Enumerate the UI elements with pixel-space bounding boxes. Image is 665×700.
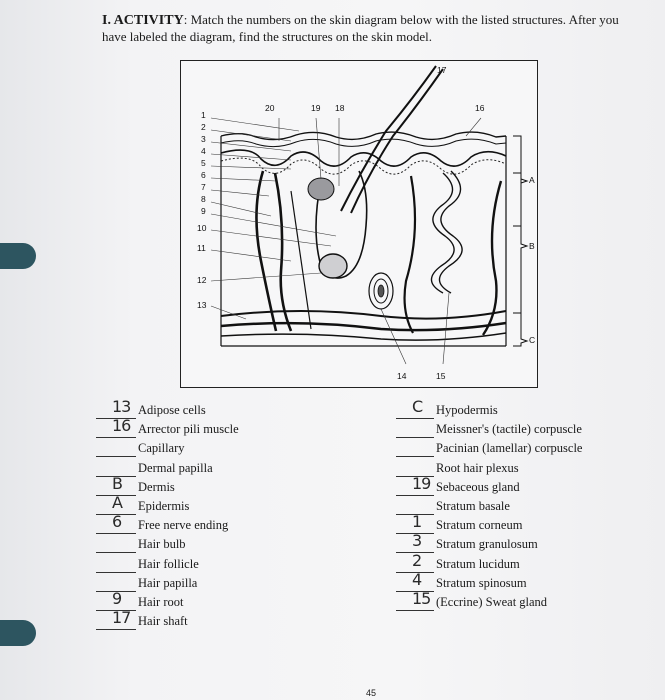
structure-label: Epidermis (138, 499, 190, 513)
diagram-number-20: 20 (265, 103, 275, 113)
bracket-label-a: A (529, 175, 535, 185)
structure-row (96, 556, 336, 574)
diagram-number-16: 16 (475, 103, 485, 113)
diagram-number-11: 11 (197, 243, 206, 253)
structure-row (396, 550, 636, 574)
diagram-number-9: 9 (201, 206, 206, 216)
handwritten-answer: 9 (112, 589, 122, 608)
answer-blank[interactable] (396, 421, 434, 438)
handwritten-answer: C (412, 397, 423, 416)
answer-blank[interactable] (96, 416, 136, 438)
handwritten-answer: 2 (412, 550, 422, 570)
diagram-number-7: 7 (201, 182, 206, 192)
handwritten-answer: B (112, 473, 122, 493)
instruction-line-2: have labeled the diagram, find the structures on the skin model. (102, 29, 432, 44)
structure-label: Free nerve ending (138, 518, 229, 533)
structure-label: (Eccrine) Sweat gland (436, 595, 548, 609)
structure-label: Sebaceous gland (436, 479, 520, 494)
structure-label: Adipose cells (138, 403, 206, 417)
answer-blank[interactable] (396, 589, 434, 611)
structure-row (96, 575, 336, 593)
structure-row (396, 531, 636, 554)
structure-label: Dermal papilla (138, 460, 213, 475)
handwritten-answer: 3 (412, 531, 422, 551)
binder-ring-top (0, 243, 36, 269)
structure-row (396, 589, 636, 612)
handwritten-answer: A (112, 493, 122, 512)
structure-row (396, 421, 636, 439)
structure-row (396, 512, 636, 535)
page-number: 45 (366, 688, 377, 698)
structure-row (96, 536, 336, 554)
diagram-number-6: 6 (201, 170, 206, 180)
structure-row (396, 397, 636, 420)
handwritten-answer: 13 (112, 397, 131, 416)
handwritten-answer: 1 (412, 512, 422, 532)
handwritten-answer: 15 (412, 589, 431, 608)
diagram-number-4: 4 (201, 146, 206, 156)
structure-row (396, 473, 636, 497)
structure-row (96, 416, 336, 439)
structure-label: Dermis (138, 479, 175, 494)
handwritten-answer: 4 (412, 569, 422, 589)
activity-instructions (102, 12, 657, 45)
diagram-number-3: 3 (201, 134, 206, 144)
structure-label: Stratum spinosum (436, 575, 527, 590)
answer-blank[interactable] (396, 473, 434, 496)
structure-row (96, 440, 336, 458)
handwritten-answer: 6 (112, 512, 122, 532)
structure-row (396, 569, 636, 593)
structure-label: Meissner's (tactile) corpuscle (436, 422, 582, 437)
structure-row (96, 608, 336, 631)
diagram-number-2: 2 (201, 122, 206, 132)
bracket-label-c: C (529, 335, 536, 345)
instruction-line-1: : Match the numbers on the skin diagram below with the listed structures. After you (183, 12, 619, 27)
diagram-number-8: 8 (201, 194, 206, 204)
diagram-number-10: 10 (197, 223, 207, 233)
diagram-number-19: 19 (311, 103, 321, 113)
structure-label: Stratum corneum (436, 518, 523, 533)
handwritten-answer: 19 (412, 473, 431, 493)
diagram-number-12: 12 (197, 275, 207, 285)
structure-row (96, 589, 336, 612)
skin-diagram (180, 60, 538, 388)
structure-label: Arrector pili muscle (138, 422, 239, 437)
answer-blank[interactable] (96, 608, 136, 630)
structure-row (396, 498, 636, 516)
structure-row (396, 440, 636, 458)
diagram-number-15: 15 (436, 371, 446, 381)
handwritten-answer: 16 (112, 416, 131, 436)
activity-title: I. ACTIVITY (102, 13, 184, 28)
structure-row (396, 460, 636, 478)
structure-label: Stratum basale (436, 499, 510, 513)
structure-label: Hair papilla (138, 575, 198, 590)
diagram-number-13: 13 (197, 300, 207, 310)
structure-label: Pacinian (lamellar) corpuscle (436, 441, 583, 456)
left-structure-list (96, 397, 336, 632)
structure-label: Hypodermis (436, 403, 498, 417)
answer-blank[interactable] (96, 440, 136, 457)
structure-row (96, 473, 336, 497)
structure-row (96, 397, 336, 420)
right-structure-list (396, 397, 636, 617)
diagram-number-1: 1 (201, 110, 206, 120)
answer-blank[interactable] (96, 536, 136, 553)
structure-label: Stratum lucidum (436, 556, 520, 571)
structure-label: Hair bulb (138, 537, 186, 552)
answer-blank[interactable] (396, 397, 434, 419)
structure-label: Hair follicle (138, 556, 199, 571)
diagram-number-18: 18 (335, 103, 345, 113)
binder-ring-bottom (0, 620, 36, 646)
answer-blank[interactable] (96, 556, 136, 573)
answer-blank[interactable] (396, 440, 434, 457)
structure-label: Hair shaft (138, 614, 188, 629)
structure-label: Stratum granulosum (436, 537, 538, 552)
structure-row (96, 512, 336, 535)
bracket-label-b: B (529, 241, 535, 251)
answer-blank[interactable] (96, 512, 136, 534)
structure-label: Root hair plexus (436, 460, 519, 475)
structure-label: Capillary (138, 441, 185, 456)
diagram-number-14: 14 (397, 371, 407, 381)
diagram-number-17: 17 (437, 65, 447, 75)
structure-row (96, 493, 336, 516)
handwritten-answer: 17 (112, 608, 131, 628)
diagram-number-5: 5 (201, 158, 206, 168)
structure-row (96, 460, 336, 478)
structure-label: Hair root (138, 595, 184, 609)
